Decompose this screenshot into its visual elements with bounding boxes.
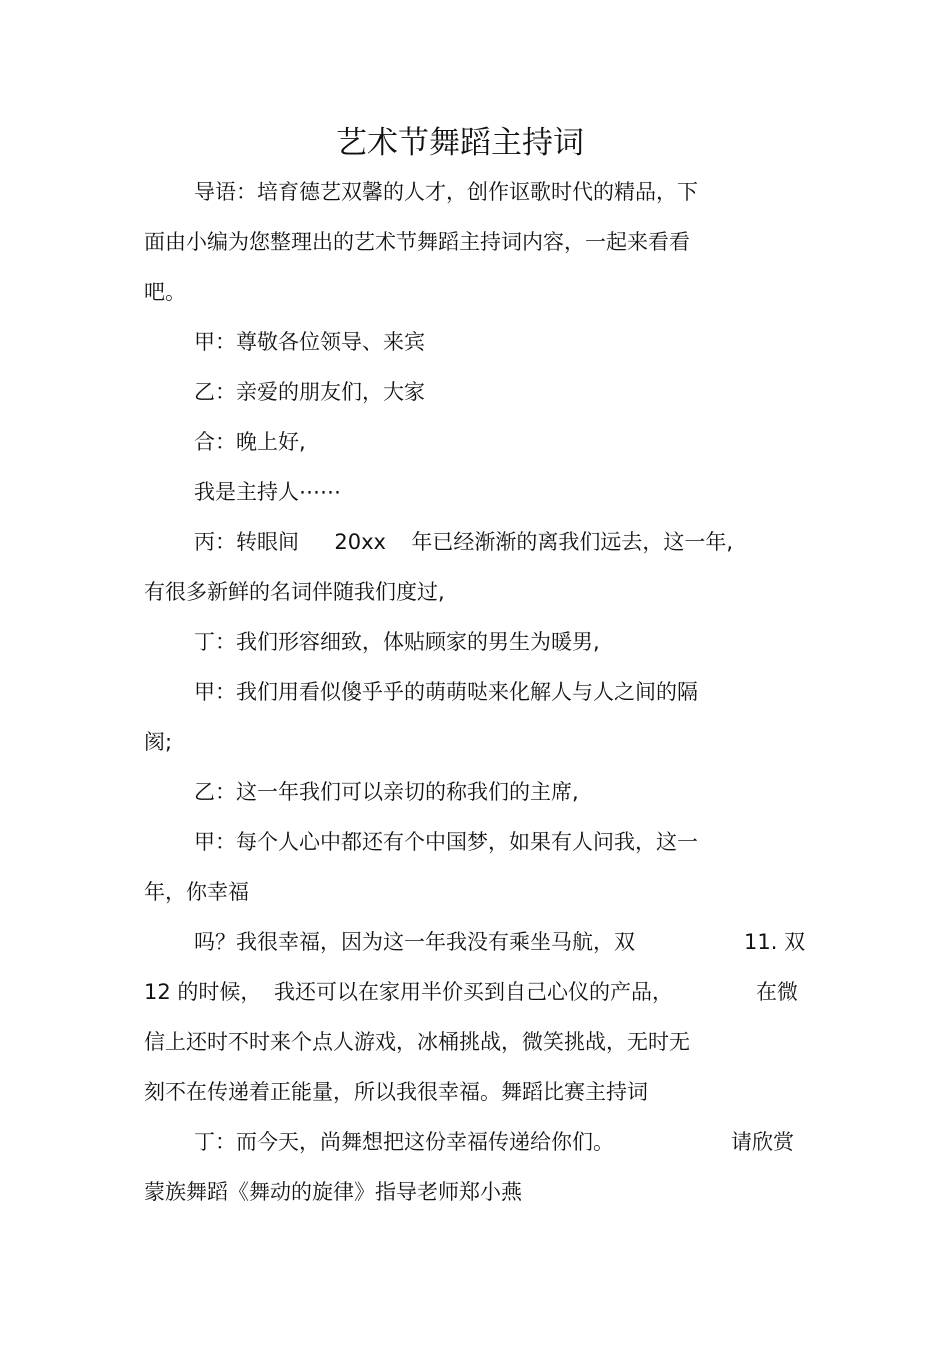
line-segment: 年已经渐渐的离我们远去，这一年, — [411, 530, 734, 554]
paragraph-line: 乙：亲爱的朋友们，大家 — [194, 380, 425, 404]
paragraph-line — [194, 527, 733, 557]
paragraph-line: 我还可以在家用半价买到自己心仪的产品， — [274, 980, 673, 1004]
paragraph-line: 丁：而今天，尚舞想把这份幸福传递给你们。 — [194, 1130, 614, 1154]
paragraph-line: 12 的时候， — [144, 980, 262, 1004]
line-segment: 20xx — [334, 530, 386, 554]
paragraph-line: 丁：我们形容细致，体贴顾家的男生为暖男, — [194, 630, 600, 654]
paragraph-line: 有很多新鲜的名词伴随我们度过, — [144, 580, 445, 604]
paragraph-line: 吧。 — [144, 280, 186, 304]
paragraph-line: 年，你幸福 — [144, 880, 249, 904]
paragraph-line-end: 请欣赏 — [731, 1130, 794, 1154]
paragraph-line: 甲：尊敬各位领导、来宾 — [194, 330, 425, 354]
paragraph-line — [194, 927, 635, 957]
paragraph-line: 导语：培育德艺双馨的人才，创作讴歌时代的精品，下 — [194, 180, 698, 204]
paragraph-line: 阂; — [144, 730, 173, 754]
paragraph-line-end: 在微 — [756, 980, 798, 1004]
paragraph-line: 刻不在传递着正能量，所以我很幸福。舞蹈比赛主持词 — [144, 1080, 648, 1104]
paragraph-line: 面由小编为您整理出的艺术节舞蹈主持词内容，一起来看看 — [144, 230, 690, 254]
paragraph-line: 甲：我们用看似傻乎乎的萌萌哒来化解人与人之间的隔 — [194, 680, 698, 704]
paragraph-line: 合：晚上好, — [194, 430, 306, 454]
line-segment: 丙：转眼间 — [194, 530, 299, 554]
paragraph-line: 蒙族舞蹈《舞动的旋律》指导老师郑小燕 — [144, 1180, 522, 1204]
document-title: 艺术节舞蹈主持词 — [336, 125, 584, 161]
paragraph-line: 我是主持人⋯⋯ — [194, 480, 341, 504]
line-segment: 吗？我很幸福，因为这一年我没有乘坐马航，双 — [194, 930, 635, 954]
paragraph-line: 乙：这一年我们可以亲切的称我们的主席, — [194, 780, 579, 804]
paragraph-line: 信上还时不时来个点人游戏，冰桶挑战，微笑挑战，无时无 — [144, 1030, 690, 1054]
paragraph-line-end: 11. 双 — [744, 930, 806, 954]
paragraph-line: 甲：每个人心中都还有个中国梦，如果有人问我，这一 — [194, 830, 698, 854]
